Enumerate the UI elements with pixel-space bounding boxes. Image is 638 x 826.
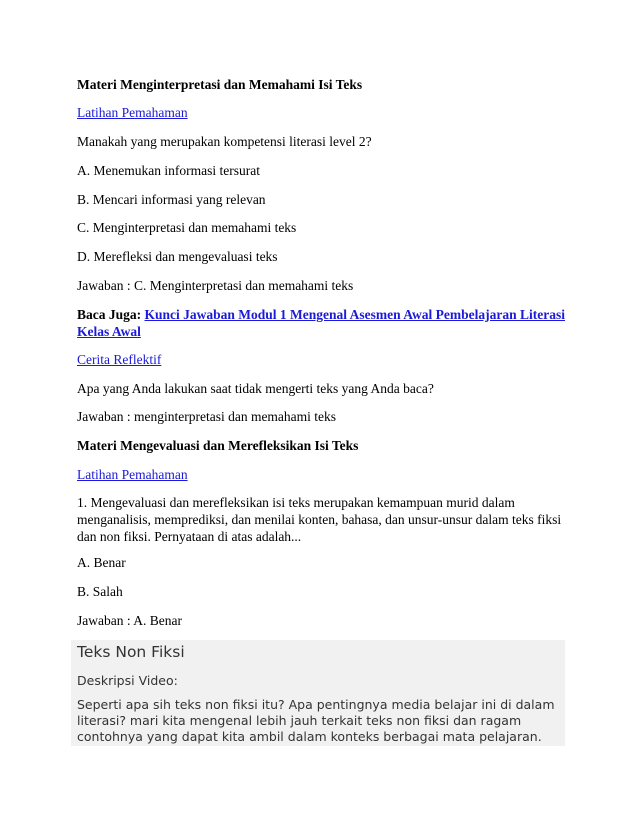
- question-1-option-b: B. Mencari informasi yang relevan: [77, 192, 266, 207]
- question-1-answer: Jawaban : C. Menginterpretasi dan memahami teks: [77, 278, 354, 293]
- baca-juga-label: Baca Juga:: [77, 307, 142, 322]
- question-1-option-a: A. Menemukan informasi tersurat: [77, 163, 260, 178]
- video-description-label: Deskripsi Video:: [77, 673, 178, 688]
- question-2-text: Apa yang Anda lakukan saat tidak mengerti teks yang Anda baca?: [77, 381, 434, 396]
- question-2-answer: Jawaban : menginterpretasi dan memahami teks: [77, 409, 337, 424]
- video-description-text: Seperti apa sih teks non fiksi itu? Apa pentingnya media belajar ini di dalam literasi? mari kita mengenal lebih jauh terkait teks non fiksi dan ragam contohnya yang dapat kita ambil dalam konteks berbagai mata pelajaran.: [77, 697, 555, 744]
- section-heading-evaluasi: Materi Mengevaluasi dan Merefleksikan Isi Teks: [77, 438, 359, 453]
- link-latihan-pemahaman-1[interactable]: Latihan Pemahaman: [77, 105, 188, 120]
- link-latihan-pemahaman-2[interactable]: Latihan Pemahaman: [77, 467, 188, 482]
- baca-juga-paragraph: [77, 306, 565, 340]
- question-3-answer: Jawaban : A. Benar: [77, 613, 182, 628]
- video-title: Teks Non Fiksi: [77, 643, 185, 661]
- question-3-option-b: B. Salah: [77, 584, 123, 599]
- baca-juga-link[interactable]: Kunci Jawaban Modul 1 Mengenal Asesmen Awal Pembelajaran Literasi Kelas Awal: [77, 307, 565, 339]
- link-cerita-reflektif[interactable]: Cerita Reflektif: [77, 352, 162, 367]
- question-3-text: 1. Mengevaluasi dan merefleksikan isi teks merupakan kemampuan murid dalam menganalisis, memprediksi, dan menilai konten, bahasa, dan unsur-unsur dalam teks fiksi dan non fiksi. Pernyataan di atas adalah...: [77, 495, 562, 544]
- video-description-box: [71, 640, 565, 746]
- section-heading-interpretasi: Materi Menginterpretasi dan Memahami Isi Teks: [77, 77, 363, 92]
- question-1-option-c: C. Menginterpretasi dan memahami teks: [77, 220, 297, 235]
- question-3-option-a: A. Benar: [77, 555, 126, 570]
- question-1-text: Manakah yang merupakan kompetensi literasi level 2?: [77, 134, 372, 149]
- question-1-option-d: D. Merefleksi dan mengevaluasi teks: [77, 249, 278, 264]
